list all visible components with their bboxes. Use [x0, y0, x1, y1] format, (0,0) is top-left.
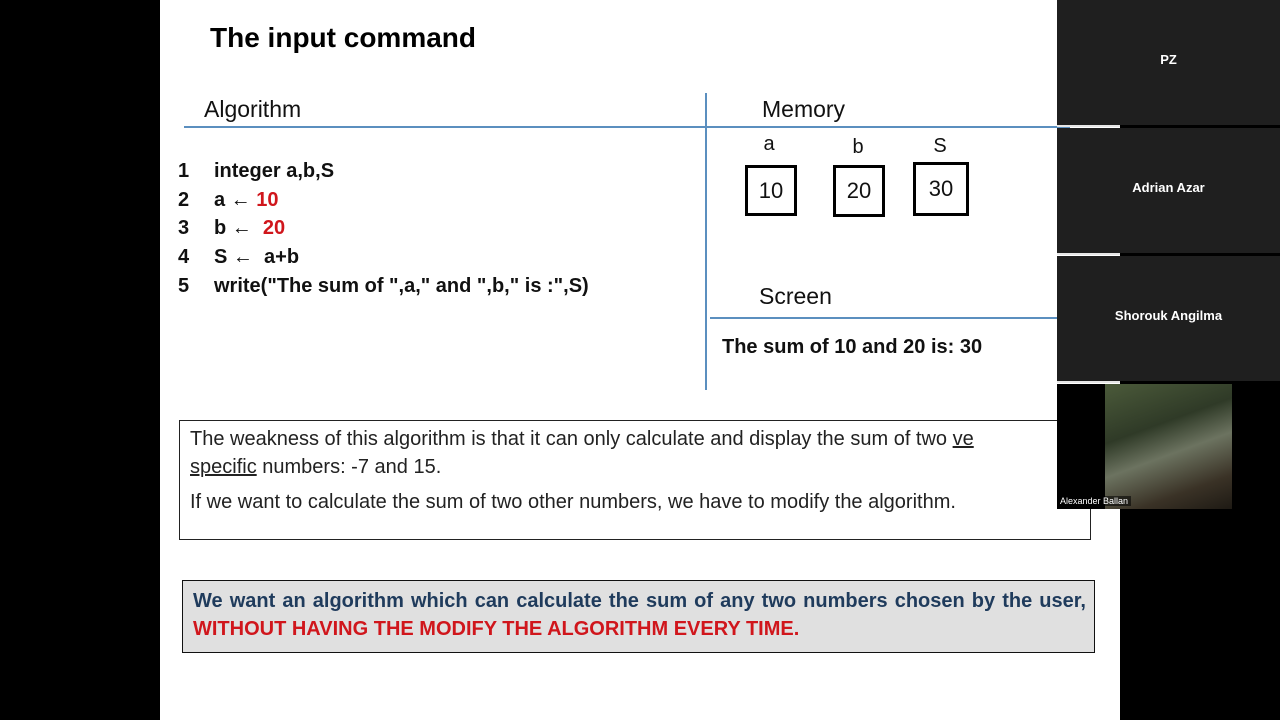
memory-var-a-label: a	[763, 133, 775, 155]
memory-cell-b: 20	[833, 165, 885, 217]
code-line-3	[178, 217, 678, 243]
memory-cell-a: 10	[745, 165, 797, 216]
memory-cell-s: 30	[913, 162, 969, 216]
line-number: 4	[178, 246, 190, 268]
weakness-line-3: If we want to calculate the sum of two other numbers, we have to modify the algorithm.	[190, 491, 956, 513]
presentation-slide	[160, 0, 1120, 720]
code-text: b ← 20	[214, 217, 286, 239]
tile-separator	[1057, 253, 1120, 255]
weakness-line-2: specific numbers: -7 and 15.	[190, 456, 442, 478]
memory-header: Memory	[762, 96, 846, 122]
slide-title: The input command	[210, 22, 476, 53]
line-number: 1	[178, 160, 190, 182]
screen-divider	[710, 317, 1110, 319]
weakness-box	[179, 420, 1091, 540]
participant-tile-pz[interactable]	[1057, 0, 1280, 125]
code-line-5	[178, 275, 678, 301]
tile-separator	[1057, 125, 1120, 127]
memory-var-s-label: S	[933, 135, 947, 157]
participant-video	[1105, 384, 1232, 509]
assigned-value: 20	[262, 217, 286, 239]
column-divider	[705, 93, 707, 390]
code-text: S ← a+b	[214, 246, 300, 268]
goal-box	[182, 580, 1095, 653]
algorithm-header: Algorithm	[204, 96, 302, 122]
participant-name: Shorouk Angilma	[1114, 308, 1223, 323]
code-text: write("The sum of ",a," and ",b," is :",S)	[214, 275, 589, 297]
tile-separator	[1057, 381, 1120, 383]
line-number: 3	[178, 217, 190, 239]
participant-tile-alexander[interactable]	[1057, 384, 1280, 509]
assigned-value: 10	[256, 189, 279, 211]
memory-var-b-label: b	[852, 136, 864, 158]
code-line-1	[178, 160, 678, 186]
line-number: 5	[178, 275, 190, 297]
code-text: a ← 10	[214, 189, 279, 211]
algorithm-code	[178, 160, 678, 310]
line-number: 2	[178, 189, 190, 211]
participant-tile-adrian[interactable]	[1057, 128, 1280, 253]
participant-name: PZ	[1160, 52, 1177, 67]
code-line-2	[178, 189, 678, 215]
screen-output: The sum of 10 and 20 is: 30	[722, 336, 983, 358]
code-text: integer a,b,S	[214, 160, 335, 182]
goal-emphasis: WITHOUT HAVING THE MODIFY THE ALGORITHM EVERY TIME.	[193, 618, 800, 640]
screen-header: Screen	[759, 283, 832, 309]
participant-name: Adrian Azar	[1132, 180, 1205, 195]
goal-text: We want an algorithm which can calculate the sum of any two numbers chosen by the user, WITHOUT HAVING THE MODIFY THE ALGORITHM EVERY TIME.	[193, 590, 1086, 640]
weakness-line-1: The weakness of this algorithm is that it can only calculate and display the sum of two ve	[190, 428, 974, 450]
participant-name: Alexander Ballan	[1057, 496, 1131, 506]
header-divider	[184, 126, 1070, 128]
participant-tile-shorouk[interactable]	[1057, 256, 1280, 381]
code-line-4	[178, 246, 678, 272]
